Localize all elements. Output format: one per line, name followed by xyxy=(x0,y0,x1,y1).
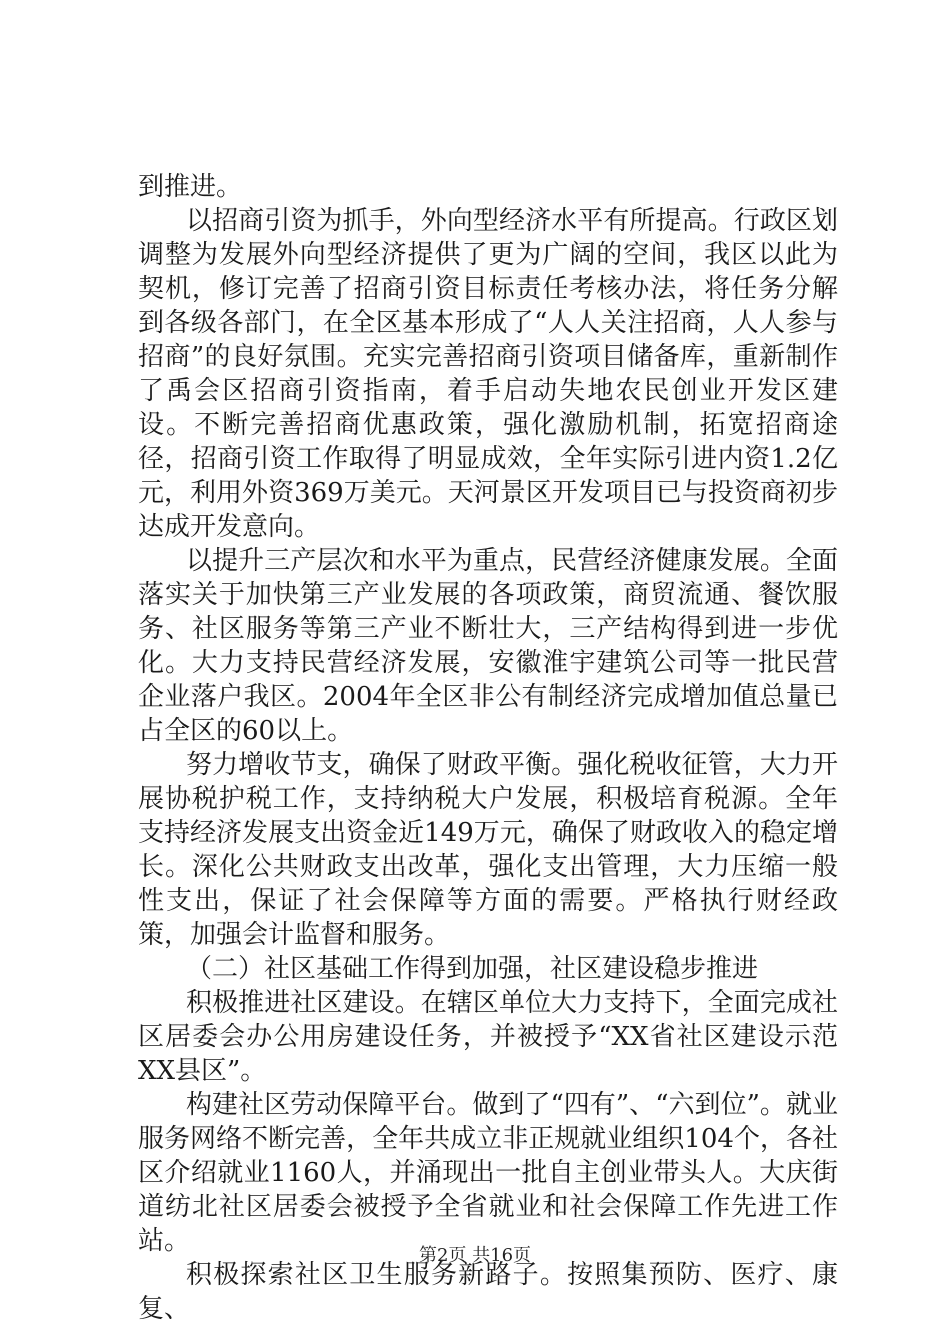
paragraph-finance: 努力增收节支，确保了财政平衡。强化税收征管，大力开展协税护税工作，支持纳税大户发展，积极培育税源。全年支持经济发展支出资金近149万元，确保了财政收入的稳定增长。深化公共财政支出改革，强化支出管理，大力压缩一般性支出，保证了社会保障等方面的需要。严格执行财经政策，加强会计监督和服务。 xyxy=(138,750,838,950)
paragraph-community-building: 积极推进社区建设。在辖区单位大力支持下，全面完成社区居委会办公用房建设任务，并被授予“XX省社区建设示范XX县区”。 xyxy=(138,988,838,1086)
section-heading-community: （二）社区基础工作得到加强，社区建设稳步推进 xyxy=(186,954,759,984)
document-body xyxy=(138,170,838,1326)
paragraph-health-service: 积极探索社区卫生服务新路子。按照集预防、医疗、康复、 xyxy=(138,1260,838,1324)
page-footer: 第2页 共16页 xyxy=(418,1245,532,1266)
paragraph-labor-security: 构建社区劳动保障平台。做到了“四有”、“六到位”。就业服务网络不断完善，全年共成立非正规就业组织104个，各社区介绍就业1160人，并涌现出一批自主创业带头人。大庆街道纺北社区居委会被授予全省就业和社会保障工作先进工作站。 xyxy=(138,1090,838,1256)
paragraph-private-economy: 以提升三产层次和水平为重点，民营经济健康发展。全面落实关于加快第三产业发展的各项政策，商贸流通、餐饮服务、社区服务等第三产业不断壮大，三产结构得到进一步优化。大力支持民营经济发展，安徽淮宇建筑公司等一批民营企业落户我区。2004年全区非公有制经济完成增加值总量已占全区的60以上。 xyxy=(138,546,838,746)
paragraph-continuation: 到推进。 xyxy=(138,172,243,202)
paragraph-investment: 以招商引资为抓手，外向型经济水平有所提高。行政区划调整为发展外向型经济提供了更为广阔的空间，我区以此为契机，修订完善了招商引资目标责任考核办法，将任务分解到各级各部门，在全区基本形成了“人人关注招商，人人参与招商”的良好氛围。充实完善招商引资项目储备库，重新制作了禹会区招商引资指南，着手启动失地农民创业开发区建设。不断完善招商优惠政策，强化激励机制，拓宽招商途径，招商引资工作取得了明显成效，全年实际引进内资1.2亿元，利用外资369万美元。天河景区开发项目已与投资商初步达成开发意向。 xyxy=(138,206,838,542)
